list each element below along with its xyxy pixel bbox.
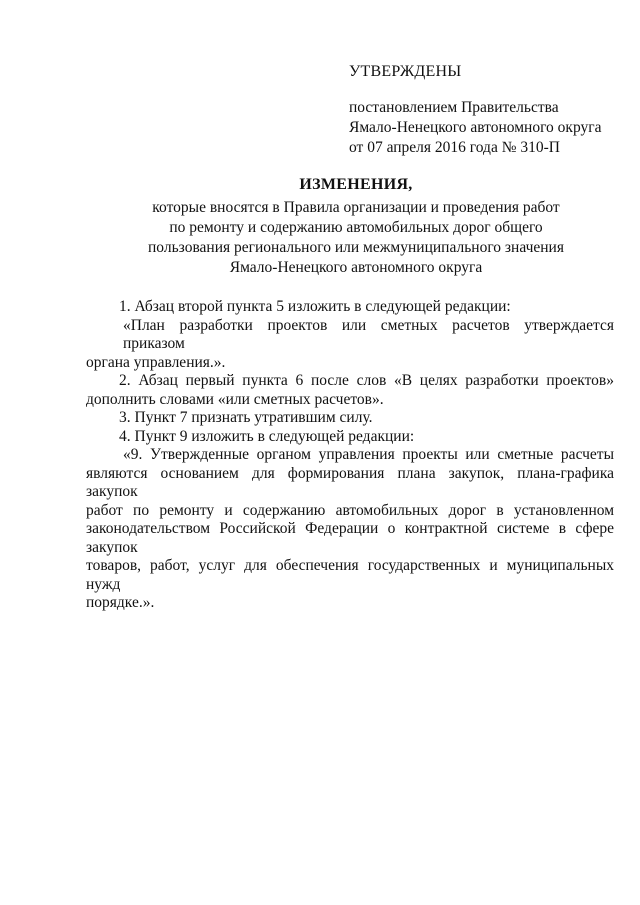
approval-block xyxy=(349,62,619,158)
heading-title: ИЗМЕНЕНИЯ, xyxy=(299,176,413,193)
item-4-quote-line: работ по ремонту и содержанию автомобильных дорог в установленном xyxy=(86,501,614,519)
heading-line: Ямало-Ненецкого автономного округа xyxy=(229,259,483,276)
item-4-quote-line: являются основанием для формирования плана закупок, плана-графика закупок xyxy=(86,464,614,500)
document-heading xyxy=(86,174,626,278)
document-body xyxy=(86,298,614,613)
approval-title: УТВЕРЖДЕНЫ xyxy=(349,63,462,80)
item-4-quote-line: законодательством Российской Федерации о контрактной системе в сфере закупок xyxy=(86,520,614,556)
item-4: 4. Пункт 9 изложить в следующей редакции: xyxy=(119,427,415,445)
approval-line: Ямало-Ненецкого автономного округа xyxy=(349,119,602,136)
item-1-quote-line: «План разработки проектов или сметных расчетов утверждается приказом xyxy=(123,316,614,352)
heading-line: пользования регионального или межмуниципального значения xyxy=(148,239,564,256)
heading-line: по ремонту и содержанию автомобильных дорог общего xyxy=(169,219,543,236)
item-1: 1. Абзац второй пункта 5 изложить в следующей редакции: xyxy=(119,298,511,315)
item-3: 3. Пункт 7 признать утратившим силу. xyxy=(119,409,373,426)
item-2-line: 2. Абзац первый пункта 6 после слов «В целях разработки проектов» xyxy=(119,372,614,389)
item-1-quote-line: органа управления.». xyxy=(86,353,226,371)
approval-line: от 07 апреля 2016 года № 310-П xyxy=(349,139,560,156)
item-4-quote-line: порядке.». xyxy=(86,594,155,611)
approval-line: постановлением Правительства xyxy=(349,99,559,116)
heading-line: которые вносятся в Правила организации и проведения работ xyxy=(152,199,560,216)
item-2-line: дополнить словами «или сметных расчетов». xyxy=(86,390,384,408)
item-4-quote-line: товаров, работ, услуг для обеспечения государственных и муниципальных нужд xyxy=(86,557,614,593)
item-4-quote-line: «9. Утвержденные органом управления проекты или сметные расчеты xyxy=(123,446,614,463)
